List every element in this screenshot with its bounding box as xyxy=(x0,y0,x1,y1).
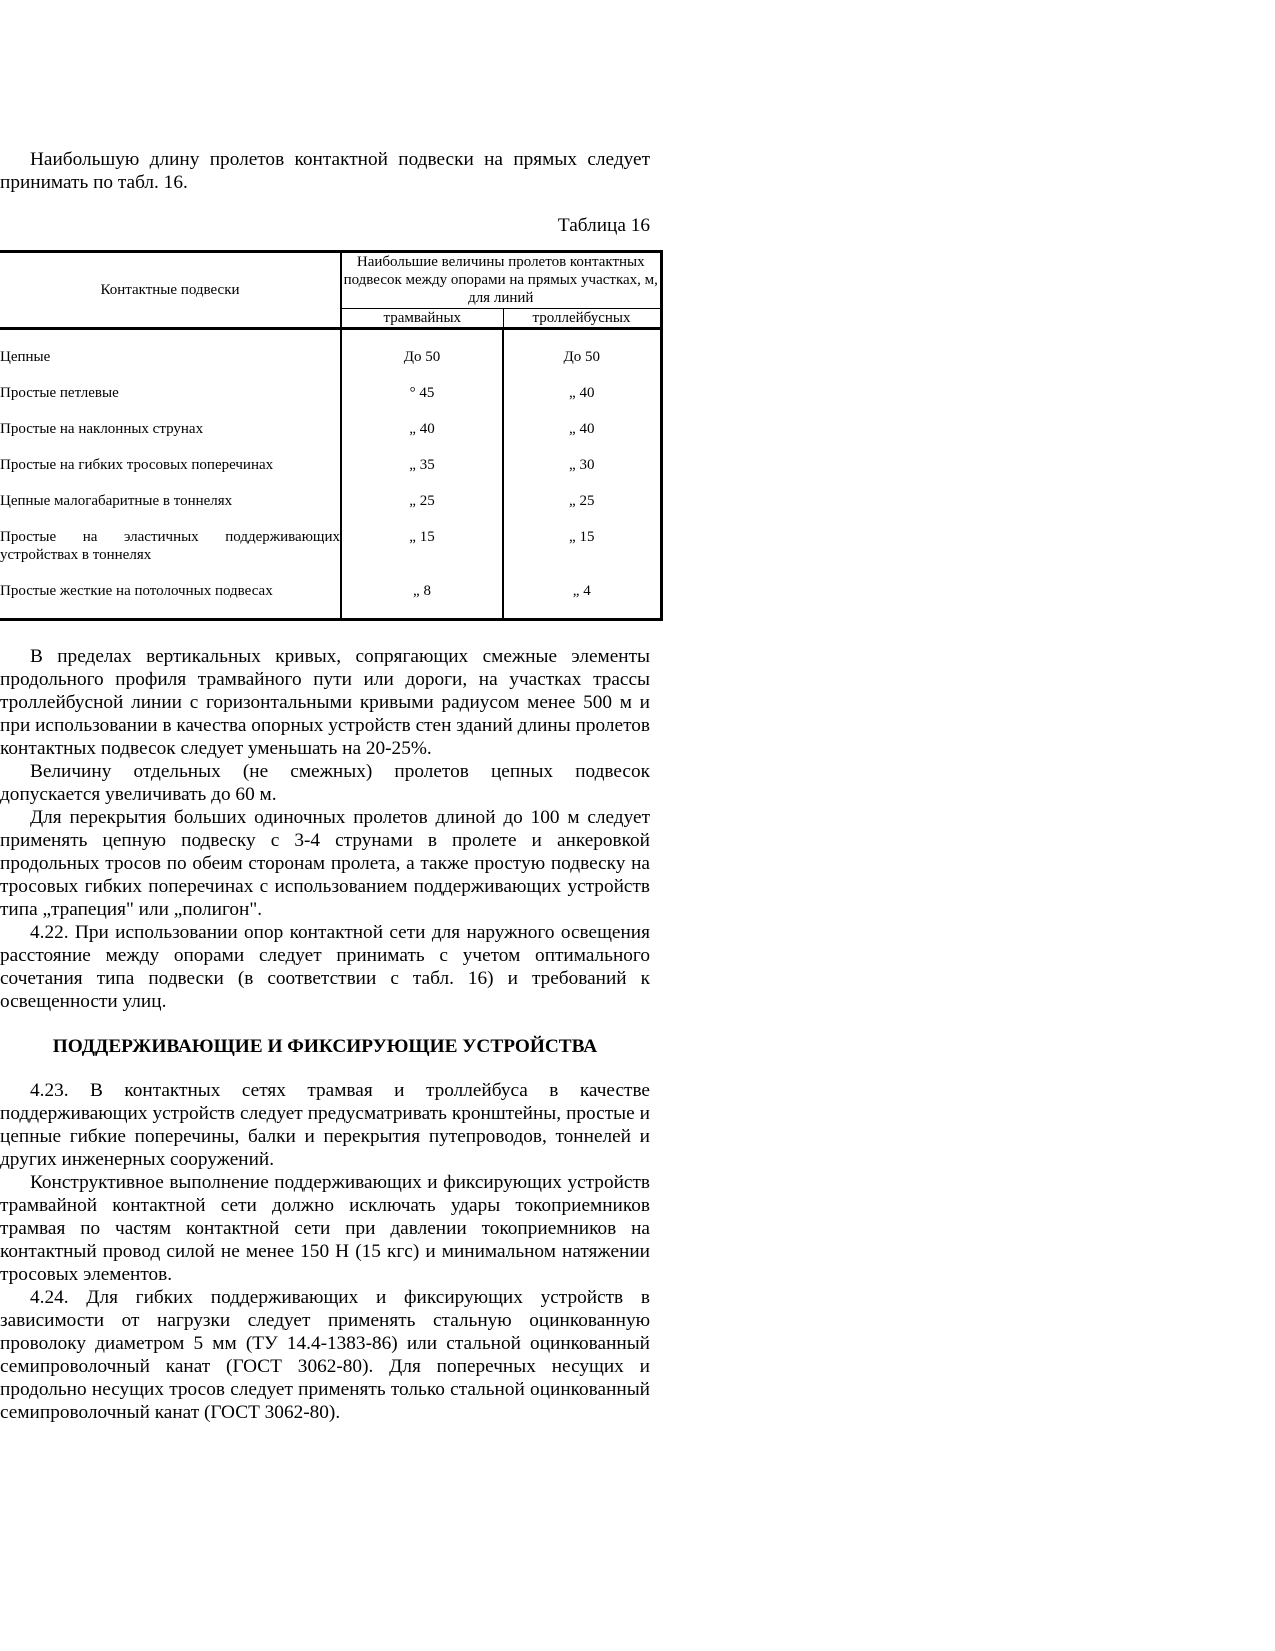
paragraph: 4.22. При использовании опор контактной сети для наружного освещения расстояние между опорами следует принимать с учетом оптимального сочетания типа подвески (в соответствии с табл. 16) и требований к освещенности улиц. xyxy=(0,922,650,1012)
document-column xyxy=(0,148,658,1424)
table-row xyxy=(0,582,661,620)
table-row xyxy=(0,420,661,456)
body-section-2 xyxy=(0,1079,650,1424)
row-trolley-value: „ 25 xyxy=(503,492,661,528)
row-trolley-value: „ 40 xyxy=(503,420,661,456)
spans-table xyxy=(0,250,663,621)
paragraph: 4.23. В контактных сетях трамвая и троллейбуса в качестве поддерживающих устройств следует предусматривать кронштейны, простые и цепные гибкие поперечины, балки и перекрытия путепроводов, тоннелей и других инженерных сооружений. xyxy=(0,1080,650,1170)
table-caption: Таблица 16 xyxy=(557,215,650,236)
row-trolley-value: „ 40 xyxy=(503,384,661,420)
paragraph: 4.24. Для гибких поддерживающих и фиксирующих устройств в зависимости от нагрузки следует применять стальную оцинкованную проволоку диаметром 5 мм (ТУ 14.4-1383-86) или стальной оцинкованный семипроволочный канат (ГОСТ 3062-80). Для поперечных несущих и продольно несущих тросов следует применять только стальной оцинкованный семипроволочный канат (ГОСТ 3062-80). xyxy=(0,1287,650,1423)
col-header-trolley: троллейбусных xyxy=(503,309,661,329)
row-name xyxy=(0,528,341,582)
section-heading: ПОДДЕРЖИВАЮЩИЕ И ФИКСИРУЮЩИЕ УСТРОЙСТВА xyxy=(52,1036,598,1057)
row-tram-value: „ 25 xyxy=(341,492,503,528)
row-name: Цепные xyxy=(0,349,51,365)
table-row xyxy=(0,329,661,385)
col-header-tram: трамвайных xyxy=(341,309,503,329)
paragraph: В пределах вертикальных кривых, сопрягающих смежные элементы продольного профиля трамвайного пути или дороги, на участках трассы троллейбусной линии с горизонтальными кривыми радиусом менее 500 м и при использовании в качества опорных устройств стен зданий длины пролетов контактных подвесок следует уменьшать на 20-25%. xyxy=(0,646,650,759)
table-row xyxy=(0,384,661,420)
row-tram-value: „ 40 xyxy=(341,420,503,456)
col-header-suspensions: Контактные подвески xyxy=(0,252,341,329)
row-name: Простые жесткие на потолочных подвесах xyxy=(0,582,341,620)
row-trolley-value: „ 4 xyxy=(503,582,661,620)
table-row xyxy=(0,492,661,528)
row-name: Цепные малогабаритные в тоннелях xyxy=(0,493,233,509)
table-row xyxy=(0,528,661,582)
row-trolley-value: „ 15 xyxy=(503,528,661,582)
paragraph: Для перекрытия больших одиночных пролетов длиной до 100 м следует применять цепную подвеску с 3-4 струнами в пролете и анкеровкой продольных тросов по обеим сторонам пролета, а также простую подвеску на тросовых гибких поперечинах с использованием поддерживающих устройств типа „трапеция" или „полигон". xyxy=(0,807,650,920)
table-header-row xyxy=(0,252,661,309)
table-row xyxy=(0,456,661,492)
spans-table-wrapper xyxy=(0,250,658,621)
row-name: Простые петлевые xyxy=(0,385,119,401)
row-name-text: Простые на эластичных поддерживающих устройствах в тоннелях xyxy=(0,529,340,563)
row-tram-value: „ 8 xyxy=(341,582,503,620)
row-tram-value: „ 35 xyxy=(341,456,503,492)
paragraph: Конструктивное выполнение поддерживающих и фиксирующих устройств трамвайной контактной сети должно исключать удары токоприемников трамвая по частям контактной сети при давлении токоприемников на контактный провод силой не менее 150 Н (15 кгс) и минимальном натяжении тросовых элементов. xyxy=(0,1172,650,1285)
row-name: Простые на наклонных струнах xyxy=(0,421,204,437)
row-trolley-value: „ 30 xyxy=(503,456,661,492)
row-name: Простые на гибких тросовых поперечинах xyxy=(0,457,274,473)
row-trolley-value: До 50 xyxy=(503,329,661,385)
row-tram-value: „ 15 xyxy=(341,528,503,582)
row-tram-value: ° 45 xyxy=(341,384,503,420)
paragraph: Величину отдельных (не смежных) пролетов цепных подвесок допускается увеличивать до 60 м. xyxy=(0,761,650,805)
intro-paragraph: Наибольшую длину пролетов контактной подвески на прямых следует принимать по табл. 16. xyxy=(0,149,650,193)
row-tram-value: До 50 xyxy=(341,329,503,385)
col-header-group: Наибольшие величины пролетов контактных подвесок между опорами на прямых участках, м, для линий xyxy=(341,252,661,309)
body-section-1 xyxy=(0,645,650,1013)
